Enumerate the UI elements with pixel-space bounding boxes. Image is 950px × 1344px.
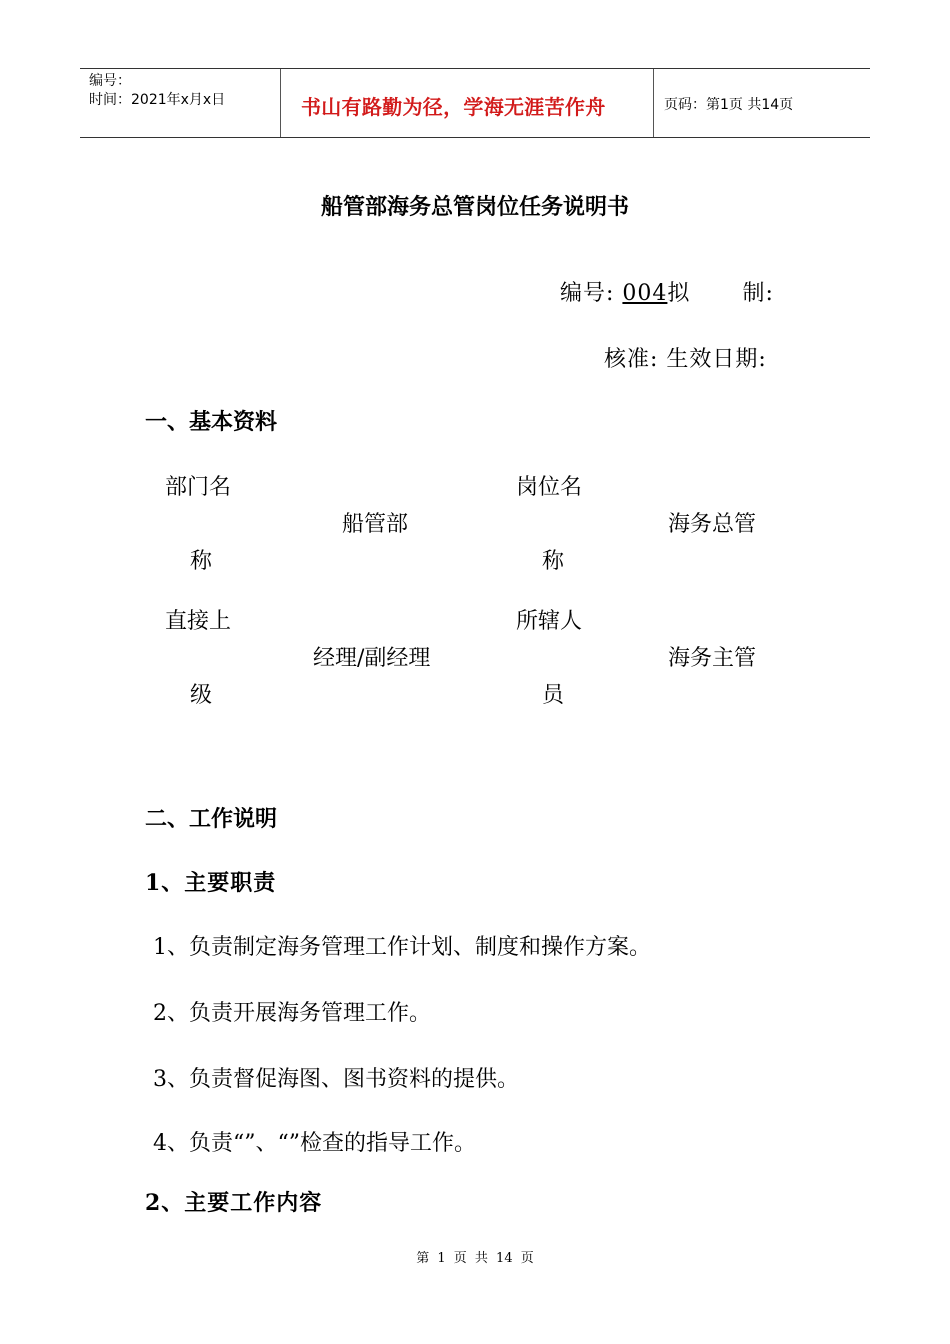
section1-heading: 一、基本资料 [145,410,278,435]
superior-label-1: 直接上 [165,609,232,634]
header-number-label: 编号： [89,73,131,89]
header-time-label: 时间：2021年x月x日 [89,92,226,108]
meta-drafted-by-1: 拟 [667,281,691,306]
meta-number-prefix: 编号: [560,281,615,306]
duty-item: 2、负责开展海务管理工作。 [153,1001,431,1026]
meta-approval-line: 核准: 生效日期: [604,347,767,372]
dept-label-2: 称 [190,549,213,574]
dept-label-1: 部门名 [165,475,232,500]
duty-item: 1、负责制定海务管理工作计划、制度和操作方案。 [153,935,651,960]
header-page-label: 页码：第1页 共14页 [664,97,794,113]
subordinate-value: 海务主管 [668,646,757,671]
header-page-cell [654,69,870,137]
section2-heading: 二、工作说明 [145,807,278,832]
header-info-cell [80,69,281,137]
subordinate-label-2: 员 [542,683,565,708]
header-motto: 书山有路勤为径，学海无涯苦作舟 [301,95,606,119]
superior-value: 经理/副经理 [313,646,431,671]
header-motto-cell [281,69,654,137]
section2-sub2: 2、主要工作内容 [145,1190,323,1216]
superior-label-2: 级 [190,683,213,708]
post-label-2: 称 [542,549,565,574]
meta-drafted-by-2: 制: [742,281,774,306]
section2-sub1: 1、主要职责 [145,870,277,896]
post-value: 海务总管 [668,512,757,537]
document-title: 船管部海务总管岗位任务说明书 [320,195,629,220]
duty-item: 4、负责“”、“”检查的指导工作。 [153,1131,476,1156]
post-label-1: 岗位名 [516,475,583,500]
meta-number-line [560,276,774,307]
dept-value: 船管部 [342,512,409,537]
subordinate-label-1: 所辖人 [516,609,583,634]
meta-number-value: 004 [622,281,668,306]
page-footer: 第 1 页 共 14 页 [416,1251,534,1266]
document-header [80,68,870,138]
duty-item: 3、负责督促海图、图书资料的提供。 [153,1067,519,1092]
